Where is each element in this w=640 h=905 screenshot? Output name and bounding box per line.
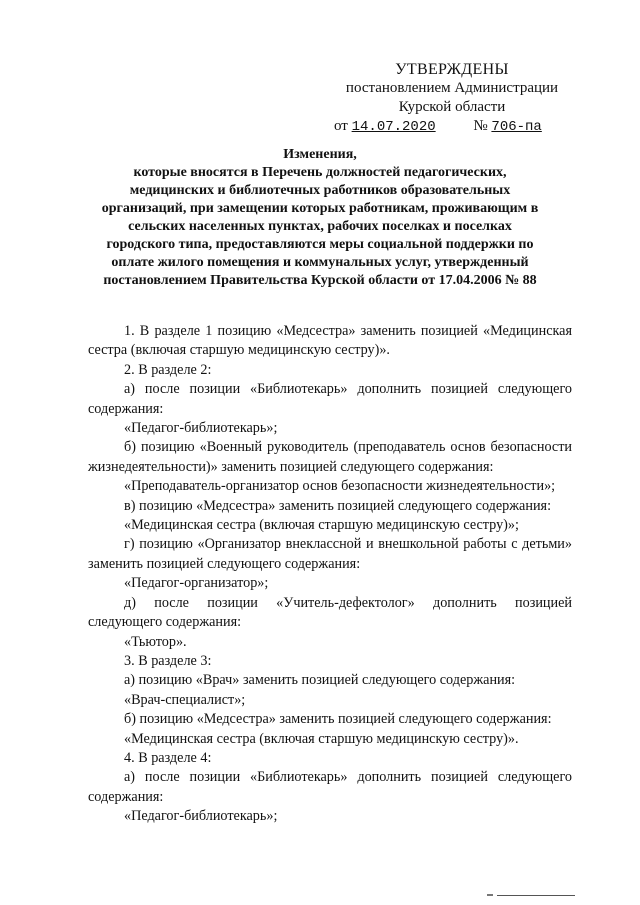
paragraph: б) позицию «Военный руководитель (преподаватель основ безопасности жизнедеятельности)» заменить позицией следующего содержания: xyxy=(88,439,572,475)
heading-line: которые вносятся в Перечень должностей педагогических, xyxy=(133,165,507,180)
approval-line-2: Курской области xyxy=(398,99,506,115)
paragraph: «Медицинская сестра (включая старшую медицинскую сестру)». xyxy=(124,730,519,747)
paragraph: г) позицию «Организатор внеклассной и внешкольной работы с детьми» заменить позицией следующего содержания: xyxy=(88,536,572,572)
paragraph: «Медицинская сестра (включая старшую медицинскую сестру)»; xyxy=(124,517,519,534)
heading-line: сельских населенных пунктах, рабочих поселках и поселках xyxy=(128,219,512,234)
paragraph: 4. В разделе 4: xyxy=(124,749,212,766)
approval-line-1: постановлением Администрации xyxy=(345,80,559,96)
approval-date: 14.07.2020 xyxy=(351,119,436,135)
paragraph: б) позицию «Медсестра» заменить позицией следующего содержания: xyxy=(124,711,552,728)
heading-line: городского типа, предоставляются меры социальной поддержки по xyxy=(106,237,534,252)
heading-line: организаций, при замещении которых работникам, проживающим в xyxy=(101,201,539,216)
paragraph: 3. В разделе 3: xyxy=(124,652,212,669)
heading-line: оплате жилого помещения и коммунальных услуг, утвержденный xyxy=(111,255,529,270)
paragraph: а) после позиции «Библиотекарь» дополнить позицией следующего содержания: xyxy=(88,381,572,417)
approval-block xyxy=(332,60,572,137)
approval-title: УТВЕРЖДЕНЫ xyxy=(395,61,509,78)
heading-line: постановлением Правительства Курской области от 17.04.2006 № 88 xyxy=(103,273,537,288)
approval-number-prefix: № xyxy=(473,118,488,134)
paragraph: а) позицию «Врач» заменить позицией следующего содержания: xyxy=(124,672,516,689)
paragraph: «Педагог-организатор»; xyxy=(124,575,269,592)
paragraph: «Врач-специалист»; xyxy=(124,691,246,708)
paragraph: «Тьютор». xyxy=(124,633,187,650)
heading-line: медицинских и библиотечных работников образовательных xyxy=(129,183,511,198)
paragraph: а) после позиции «Библиотекарь» дополнить позицией следующего содержания: xyxy=(88,769,572,805)
signature-line xyxy=(497,895,575,896)
paragraph: 1. В разделе 1 позицию «Медсестра» заменить позицией «Медицинская сестра (включая старшую медицинскую сестру)». xyxy=(88,323,572,359)
document-body xyxy=(88,322,572,827)
heading-title: Изменения, xyxy=(283,147,357,162)
paragraph: «Педагог-библиотекарь»; xyxy=(124,808,278,825)
paragraph: «Педагог-библиотекарь»; xyxy=(124,420,278,437)
scan-mark xyxy=(487,894,493,896)
paragraph: д) после позиции «Учитель-дефектолог» дополнить позицией следующего содержания: xyxy=(88,594,572,631)
paragraph: в) позицию «Медсестра» заменить позицией следующего содержания: xyxy=(124,497,552,514)
approval-number: 706-па xyxy=(491,119,542,135)
document-heading xyxy=(60,146,580,290)
paragraph: 2. В разделе 2: xyxy=(124,361,212,378)
approval-date-line xyxy=(332,117,572,137)
paragraph: «Преподаватель-организатор основ безопасности жизнедеятельности»; xyxy=(124,478,556,495)
approval-date-prefix: от xyxy=(334,118,348,134)
